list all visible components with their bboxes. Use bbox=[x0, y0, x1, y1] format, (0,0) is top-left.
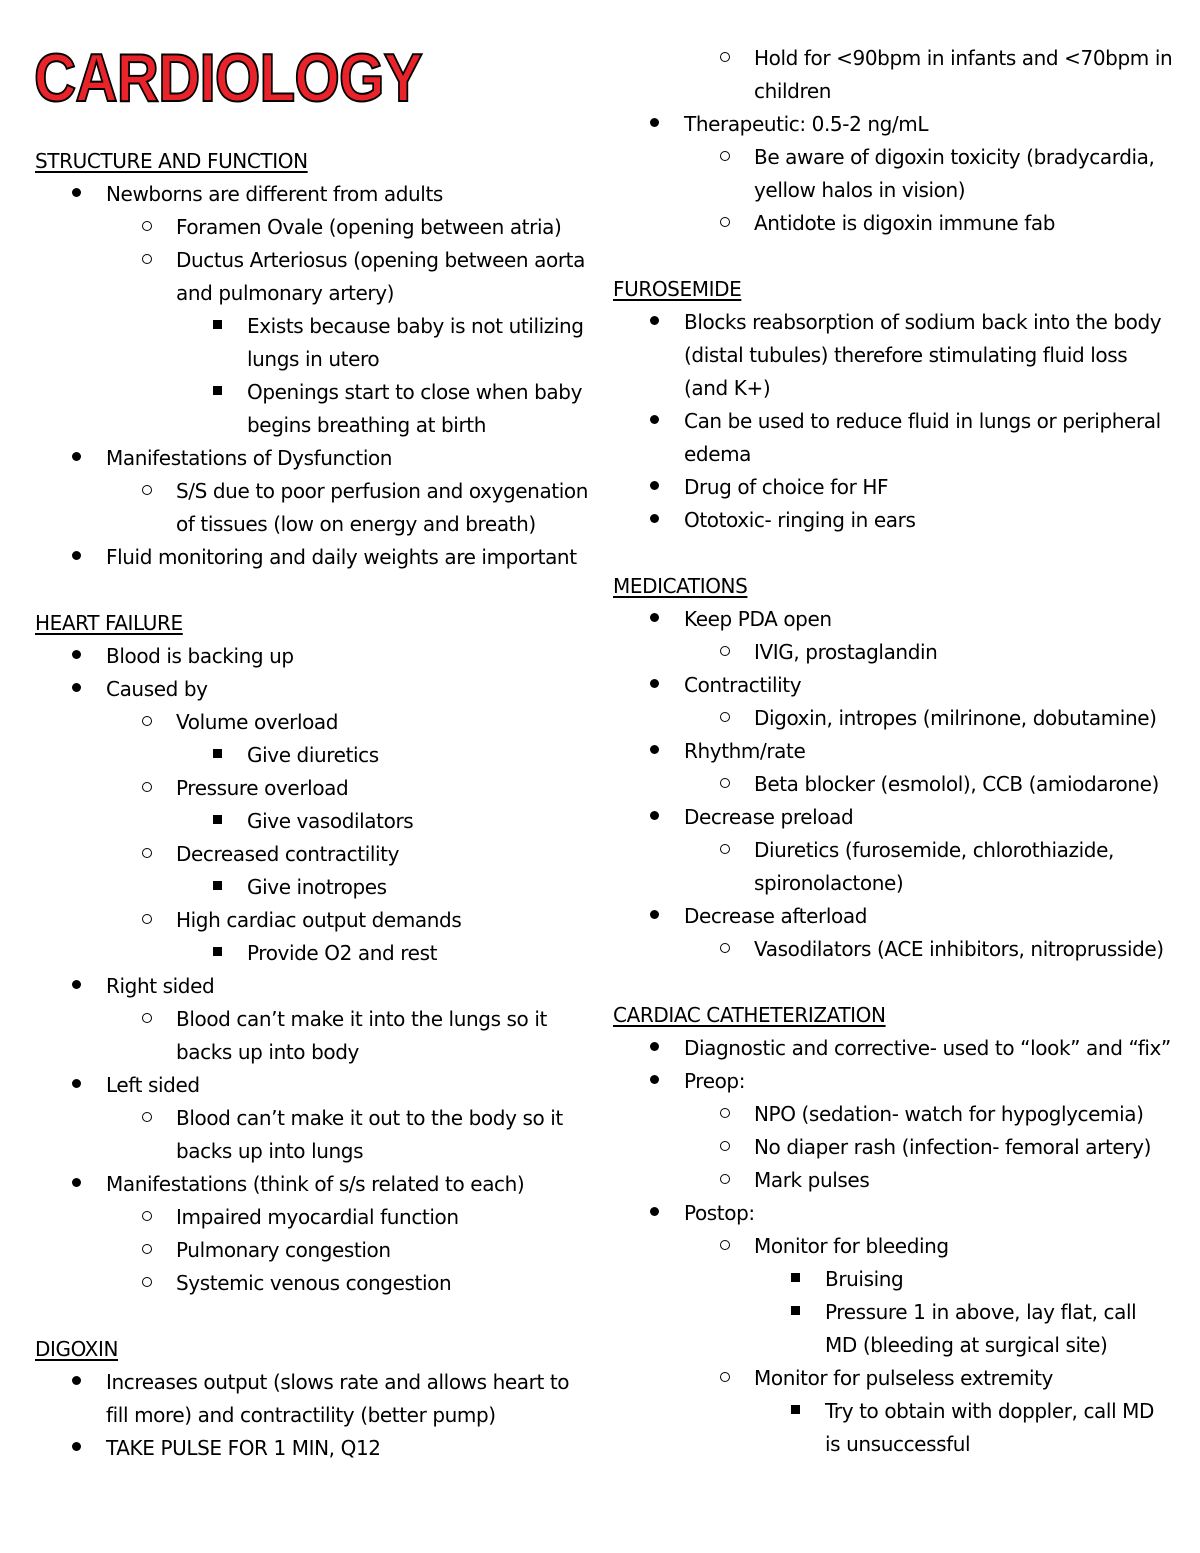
list-item bbox=[35, 640, 595, 673]
list-item bbox=[613, 1131, 1173, 1164]
list-item bbox=[613, 636, 1173, 669]
list-item bbox=[613, 768, 1173, 801]
list-item bbox=[613, 471, 1173, 504]
list-item bbox=[613, 603, 1173, 636]
bullet-icon bbox=[650, 306, 659, 339]
bullet-icon bbox=[720, 636, 730, 669]
list-item bbox=[35, 1366, 595, 1432]
list-item-text: Ductus Arteriosus (opening between aorta and pulmonary artery) bbox=[176, 248, 585, 305]
list-item bbox=[613, 702, 1173, 735]
list-item-text: Openings start to close when baby begins breathing at birth bbox=[247, 380, 583, 437]
list-item-text: Pressure 1 in above, lay flat, call MD (bleeding at surgical site) bbox=[825, 1300, 1137, 1357]
list-item-text: IVIG, prostaglandin bbox=[754, 640, 938, 664]
list-item-text: Fluid monitoring and daily weights are important bbox=[106, 545, 577, 569]
list-item-text: Blood is backing up bbox=[106, 644, 294, 668]
bullet-icon bbox=[650, 603, 659, 636]
list-item-text: Manifestations (think of s/s related to each) bbox=[106, 1172, 525, 1196]
bullet-icon bbox=[142, 772, 152, 805]
list-item-text: Digoxin, intropes (milrinone, dobutamine) bbox=[754, 706, 1157, 730]
list-item bbox=[613, 306, 1173, 405]
bullet-icon bbox=[720, 141, 730, 174]
list-item bbox=[35, 178, 595, 211]
bullet-icon bbox=[720, 1131, 730, 1164]
section-heading: STRUCTURE AND FUNCTION bbox=[35, 149, 308, 173]
list-item-text: Decrease preload bbox=[684, 805, 854, 829]
list-item bbox=[613, 1362, 1173, 1395]
list-item bbox=[35, 475, 595, 541]
bullet-icon bbox=[650, 504, 659, 537]
bullet-icon bbox=[72, 442, 81, 475]
bullet-icon bbox=[142, 475, 152, 508]
list-item-text: Diagnostic and corrective- used to “look” and “fix” bbox=[684, 1036, 1171, 1060]
list-item bbox=[35, 1234, 595, 1267]
list-item bbox=[35, 541, 595, 574]
section-digoxin bbox=[35, 1333, 595, 1465]
list-item-text: Impaired myocardial function bbox=[176, 1205, 459, 1229]
list-item-text: Monitor for bleeding bbox=[754, 1234, 949, 1258]
list-item-text: Provide O2 and rest bbox=[247, 941, 438, 965]
list-item bbox=[613, 933, 1173, 966]
list-item bbox=[613, 1032, 1173, 1065]
list-item bbox=[613, 1098, 1173, 1131]
list-item-text: Beta blocker (esmolol), CCB (amiodarone) bbox=[754, 772, 1159, 796]
bullet-icon bbox=[720, 834, 730, 867]
list-item bbox=[613, 42, 1173, 108]
list-item-text: Preop: bbox=[684, 1069, 746, 1093]
list-item-text: Decrease afterload bbox=[684, 904, 867, 928]
list-item bbox=[35, 1003, 595, 1069]
bullet-icon bbox=[720, 933, 730, 966]
page-title: CARDIOLOGY bbox=[34, 40, 422, 116]
bullet-icon bbox=[72, 673, 81, 706]
list-item bbox=[35, 904, 595, 937]
list-item-text: Pressure overload bbox=[176, 776, 349, 800]
list-item bbox=[35, 1201, 595, 1234]
bullet-icon bbox=[720, 207, 730, 240]
list-item bbox=[35, 376, 595, 442]
bullet-icon bbox=[72, 1432, 81, 1465]
list-item-text: TAKE PULSE FOR 1 MIN, Q12 bbox=[106, 1436, 381, 1460]
list-item bbox=[613, 1263, 1173, 1296]
bullet-icon bbox=[650, 900, 659, 933]
list-item-text: Be aware of digoxin toxicity (bradycardia, yellow halos in vision) bbox=[754, 145, 1155, 202]
bullet-icon bbox=[142, 1201, 152, 1234]
list-item-text: Manifestations of Dysfunction bbox=[106, 446, 393, 470]
section-heading: CARDIAC CATHETERIZATION bbox=[613, 1003, 886, 1027]
bullet-icon bbox=[650, 405, 659, 438]
bullet-icon bbox=[142, 244, 152, 277]
bullet-icon bbox=[650, 801, 659, 834]
section-heading: HEART FAILURE bbox=[35, 611, 183, 635]
right-column bbox=[613, 42, 1173, 1494]
list-item-text: Blood can’t make it out to the body so it backs up into lungs bbox=[176, 1106, 563, 1163]
bullet-icon bbox=[142, 838, 152, 871]
list-item bbox=[35, 706, 595, 739]
list-item-text: Pulmonary congestion bbox=[176, 1238, 391, 1262]
list-item-text: Give diuretics bbox=[247, 743, 379, 767]
left-column bbox=[35, 145, 595, 1498]
bullet-icon bbox=[72, 178, 81, 211]
list-item bbox=[613, 1065, 1173, 1098]
bullet-icon bbox=[72, 1366, 81, 1399]
list-item bbox=[35, 1102, 595, 1168]
bullet-icon bbox=[720, 1098, 730, 1131]
list-item bbox=[613, 1230, 1173, 1263]
bullet-icon bbox=[213, 937, 222, 970]
bullet-icon bbox=[142, 211, 152, 244]
list-item bbox=[35, 1432, 595, 1465]
list-item bbox=[35, 1168, 595, 1201]
bullet-icon bbox=[650, 735, 659, 768]
bullet-icon bbox=[72, 970, 81, 1003]
list-item-text: Give inotropes bbox=[247, 875, 387, 899]
list-item-text: Caused by bbox=[106, 677, 208, 701]
bullet-icon bbox=[650, 1065, 659, 1098]
bullet-icon bbox=[720, 42, 730, 75]
section-heart-failure bbox=[35, 607, 595, 1300]
list-item bbox=[35, 772, 595, 805]
bullet-icon bbox=[213, 739, 222, 772]
list-item bbox=[35, 244, 595, 310]
section-heading: MEDICATIONS bbox=[613, 574, 748, 598]
list-item bbox=[35, 838, 595, 871]
list-item bbox=[613, 834, 1173, 900]
bullet-icon bbox=[72, 541, 81, 574]
bullet-icon bbox=[720, 702, 730, 735]
list-item-text: Volume overload bbox=[176, 710, 339, 734]
list-item bbox=[613, 1164, 1173, 1197]
list-item bbox=[35, 937, 595, 970]
list-item-text: Blood can’t make it into the lungs so it backs up into body bbox=[176, 1007, 547, 1064]
bullet-icon bbox=[142, 1267, 152, 1300]
list-item bbox=[35, 970, 595, 1003]
list-item-text: NPO (sedation- watch for hypoglycemia) bbox=[754, 1102, 1144, 1126]
list-item-text: Ototoxic- ringing in ears bbox=[684, 508, 916, 532]
list-item-text: Right sided bbox=[106, 974, 215, 998]
list-item bbox=[35, 442, 595, 475]
list-item-text: Foramen Ovale (opening between atria) bbox=[176, 215, 562, 239]
list-item-text: High cardiac output demands bbox=[176, 908, 462, 932]
bullet-icon bbox=[720, 768, 730, 801]
list-item bbox=[35, 739, 595, 772]
bullet-icon bbox=[650, 1032, 659, 1065]
list-item bbox=[613, 900, 1173, 933]
list-item bbox=[613, 1395, 1173, 1461]
list-item-text: No diaper rash (infection- femoral artery) bbox=[754, 1135, 1151, 1159]
list-item-text: S/S due to poor perfusion and oxygenation of tissues (low on energy and breath) bbox=[176, 479, 589, 536]
list-item-text: Try to obtain with doppler, call MD is unsuccessful bbox=[825, 1399, 1155, 1456]
list-item bbox=[35, 673, 595, 706]
list-item bbox=[35, 1267, 595, 1300]
list-item bbox=[613, 207, 1173, 240]
list-item bbox=[613, 669, 1173, 702]
section-furosemide bbox=[613, 273, 1173, 537]
list-item-text: Left sided bbox=[106, 1073, 200, 1097]
bullet-icon bbox=[72, 1069, 81, 1102]
list-item-text: Newborns are different from adults bbox=[106, 182, 443, 206]
bullet-icon bbox=[791, 1263, 800, 1296]
list-item-text: Hold for <90bpm in infants and <70bpm in children bbox=[754, 46, 1173, 103]
list-item-text: Increases output (slows rate and allows heart to fill more) and contractility (better pump) bbox=[106, 1370, 570, 1427]
list-item bbox=[35, 805, 595, 838]
list-item-text: Give vasodilators bbox=[247, 809, 414, 833]
list-item-text: Exists because baby is not utilizing lungs in utero bbox=[247, 314, 584, 371]
list-item bbox=[613, 1296, 1173, 1362]
bullet-icon bbox=[142, 1003, 152, 1036]
list-item-text: Blocks reabsorption of sodium back into the body (distal tubules) therefore stimulating fluid loss (and K+) bbox=[684, 310, 1162, 400]
list-item bbox=[613, 1197, 1173, 1230]
list-item bbox=[613, 504, 1173, 537]
list-item bbox=[613, 405, 1173, 471]
section-heading: DIGOXIN bbox=[35, 1337, 119, 1361]
list-item-text: Rhythm/rate bbox=[684, 739, 806, 763]
bullet-icon bbox=[213, 310, 222, 343]
bullet-icon bbox=[72, 640, 81, 673]
list-item-text: Postop: bbox=[684, 1201, 755, 1225]
section-structure-and-function bbox=[35, 145, 595, 574]
list-item bbox=[35, 211, 595, 244]
list-item bbox=[613, 735, 1173, 768]
bullet-icon bbox=[142, 1102, 152, 1135]
list-item bbox=[613, 108, 1173, 141]
list-item-text: Decreased contractility bbox=[176, 842, 400, 866]
list-item bbox=[35, 1069, 595, 1102]
bullet-icon bbox=[720, 1362, 730, 1395]
list-item-text: Contractility bbox=[684, 673, 802, 697]
list-item-text: Vasodilators (ACE inhibitors, nitroprusside) bbox=[754, 937, 1164, 961]
bullet-icon bbox=[142, 1234, 152, 1267]
bullet-icon bbox=[720, 1230, 730, 1263]
section-cardiac-catheterization bbox=[613, 999, 1173, 1461]
list-item bbox=[613, 141, 1173, 207]
list-item-text: Bruising bbox=[825, 1267, 904, 1291]
list-item-text: Can be used to reduce fluid in lungs or peripheral edema bbox=[684, 409, 1161, 466]
list-item-text: Keep PDA open bbox=[684, 607, 832, 631]
list-item bbox=[35, 871, 595, 904]
bullet-icon bbox=[791, 1296, 800, 1329]
section-continued bbox=[613, 42, 1173, 240]
bullet-icon bbox=[72, 1168, 81, 1201]
list-item-text: Antidote is digoxin immune fab bbox=[754, 211, 1056, 235]
bullet-icon bbox=[720, 1164, 730, 1197]
bullet-icon bbox=[213, 376, 222, 409]
list-item-text: Systemic venous congestion bbox=[176, 1271, 452, 1295]
list-item-text: Mark pulses bbox=[754, 1168, 870, 1192]
list-item-text: Drug of choice for HF bbox=[684, 475, 889, 499]
bullet-icon bbox=[650, 1197, 659, 1230]
bullet-icon bbox=[650, 108, 659, 141]
list-item-text: Therapeutic: 0.5-2 ng/mL bbox=[684, 112, 929, 136]
list-item-text: Monitor for pulseless extremity bbox=[754, 1366, 1053, 1390]
bullet-icon bbox=[650, 669, 659, 702]
bullet-icon bbox=[142, 706, 152, 739]
list-item-text: Diuretics (furosemide, chlorothiazide, spironolactone) bbox=[754, 838, 1114, 895]
bullet-icon bbox=[791, 1395, 800, 1428]
section-medications bbox=[613, 570, 1173, 966]
bullet-icon bbox=[650, 471, 659, 504]
bullet-icon bbox=[213, 871, 222, 904]
list-item bbox=[613, 801, 1173, 834]
section-heading: FUROSEMIDE bbox=[613, 277, 742, 301]
bullet-icon bbox=[142, 904, 152, 937]
list-item bbox=[35, 310, 595, 376]
bullet-icon bbox=[213, 805, 222, 838]
